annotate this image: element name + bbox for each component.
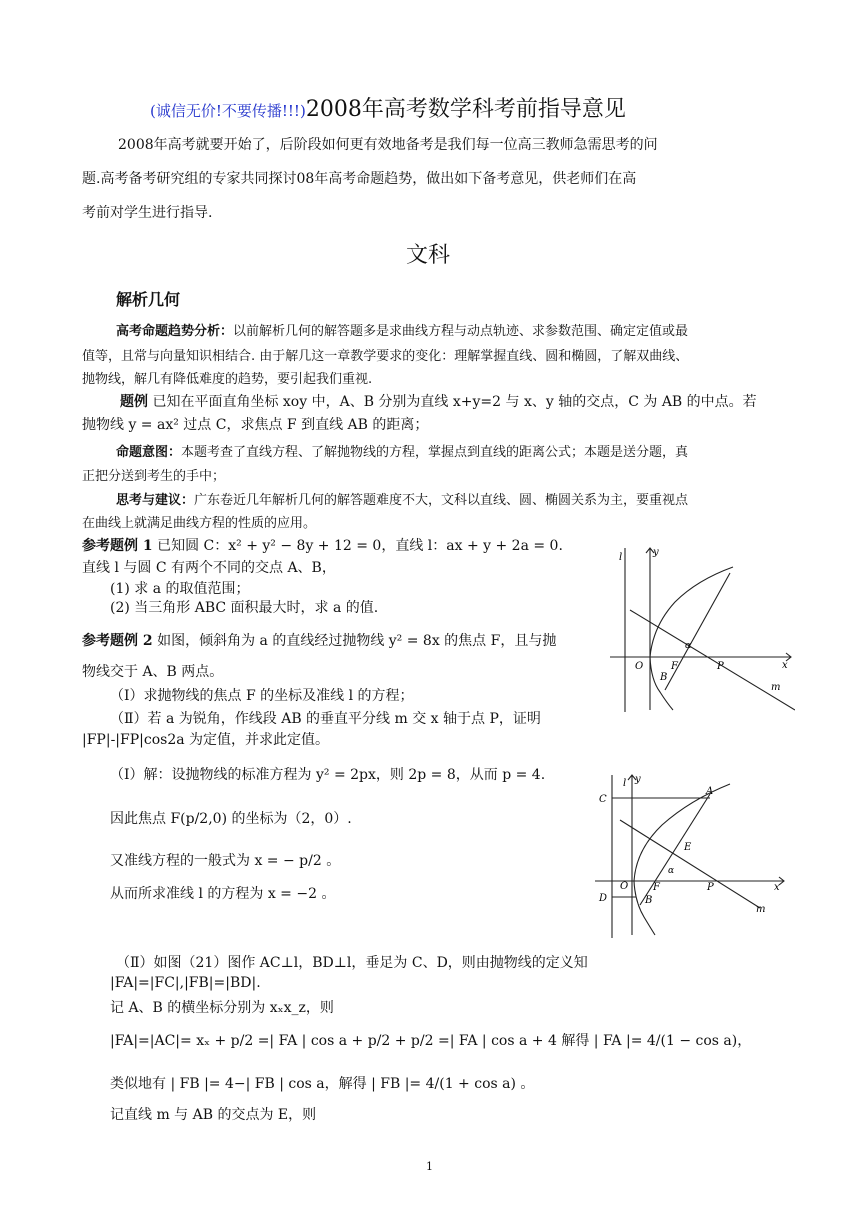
intent-label: 命题意图： <box>116 445 182 460</box>
intent-line-2: 正把分送到考生的手中； <box>82 469 226 484</box>
trend-label: 高考命题趋势分析： <box>116 324 234 339</box>
intent-line-1: 命题意图：本题考查了直线方程、了解抛物线的方程，掌握点到直线的距离公式；本题是送分题，真 <box>116 445 689 460</box>
solution-line-8: |FA|=|AC|= xₓ + p/2 =| FA | cos a + p/2 + p/2 =| FA | cos a + 4 解得 | FA |= 4/(1 − cos a)， <box>110 1033 752 1049</box>
bisector-m <box>630 610 795 710</box>
fig2-label-a: A <box>706 786 714 797</box>
title-line <box>150 92 626 123</box>
advice-line-1: 思考与建议：广东卷近几年解析几何的解答题难度不大，文科以直线、圆、椭圆关系为主，要重视点 <box>116 493 689 508</box>
ref2-question-1: （Ⅰ）求抛物线的焦点 F 的坐标及准线 l 的方程； <box>110 688 414 704</box>
ref1-line-2: 直线 l 与圆 C 有两个不同的交点 A、B， <box>82 560 336 576</box>
ref2-line-2: 物线交于 A、B 两点。 <box>82 664 224 680</box>
parabola-curve <box>650 567 733 710</box>
fig2-label-x: x <box>774 882 780 893</box>
advice-line-2: 在曲线上就满足曲线方程的性质的应用。 <box>82 516 317 531</box>
solution-line-2: 因此焦点 F(p/2,0) 的坐标为（2，0）. <box>110 811 352 827</box>
warning-text: (诚信无价!不要传播!!!) <box>150 102 306 120</box>
trend-line-1: 高考命题趋势分析：以前解析几何的解答题多是求曲线方程与动点轨迹、求参数范围、确定定值或最 <box>116 324 689 339</box>
ref2-line-1: 参考题例 2 如图，倾斜角为 a 的直线经过抛物线 y² = 8x 的焦点 F，且与抛 <box>82 633 557 649</box>
fig2-label-p: P <box>707 882 714 893</box>
fig1-label-p: P <box>717 661 724 672</box>
fig1-label-alpha: α <box>685 641 692 651</box>
fig2-label-m: m <box>756 904 766 915</box>
solution-line-4: 从而所求准线 l 的方程为 x = −2 。 <box>110 886 336 902</box>
ref2-question-2: （Ⅱ）若 a 为锐角，作线段 AB 的垂直平分线 m 交 x 轴于点 P，证明 <box>110 711 541 727</box>
fig2-label-b: B <box>645 895 653 906</box>
page-number: 1 <box>426 1160 433 1173</box>
trend-line-3: 抛物线，解几有降低难度的趋势，要引起我们重视. <box>82 372 373 387</box>
fig1-label-l: l <box>619 552 623 563</box>
figure-parabola-1 <box>605 540 795 715</box>
advice-label: 思考与建议： <box>116 493 195 508</box>
ref1-question-1: (1) 求 a 的取值范围； <box>110 581 250 597</box>
fig2-label-alpha: α <box>668 866 675 876</box>
fig2-label-e: E <box>684 842 692 853</box>
page-title: 2008年高考数学科考前指导意见 <box>305 97 626 122</box>
intro-line-2: 题.高考备考研究组的专家共同探讨08年高考命题趋势，做出如下备考意见，供老师们在高 <box>82 171 637 187</box>
solution-line-3: 又准线方程的一般式为 x = − p/2 。 <box>110 853 341 869</box>
solution-line-5: （Ⅱ）如图（21）图作 AC⊥l，BD⊥l，垂足为 C、D，则由抛物线的定义知 <box>116 955 588 971</box>
solution-line-10: 记直线 m 与 AB 的交点为 E，则 <box>110 1107 317 1123</box>
fig1-label-f: F <box>671 661 678 672</box>
chord-ab <box>665 573 730 690</box>
fig1-label-o: O <box>635 661 644 672</box>
example-line-2: 抛物线 y = ax² 过点 C，求焦点 F 到直线 AB 的距离； <box>82 417 429 433</box>
fig2-label-l: l <box>623 778 627 789</box>
example-line-1: 题例 已知在平面直角坐标 xoy 中，A、B 分别为直线 x+y=2 与 x、y 轴的交点，C 为 AB 的中点。若 <box>120 394 757 410</box>
subsection-title: 解析几何 <box>116 290 181 309</box>
chord-ab <box>640 794 710 905</box>
bisector-m <box>620 820 760 908</box>
fig2-label-c: C <box>599 794 607 805</box>
ref1-question-2: (2) 当三角形 ABC 面积最大时，求 a 的值. <box>110 600 379 616</box>
fig1-label-m: m <box>771 682 781 693</box>
fig2-label-y: y <box>635 774 641 785</box>
fig1-label-x: x <box>782 660 788 671</box>
ref1-label: 参考题例 1 <box>82 538 153 554</box>
solution-line-7: 记 A、B 的横坐标分别为 xₓx_z，则 <box>110 1000 334 1016</box>
ref1-line-1: 参考题例 1 已知圆 C：x² + y² − 8y + 12 = 0，直线 l：ax + y + 2a = 0. <box>82 538 563 554</box>
section-title: 文科 <box>406 243 451 268</box>
fig1-label-b: B <box>660 672 668 683</box>
ref2-label: 参考题例 2 <box>82 633 153 649</box>
fig1-label-y: y <box>653 547 659 558</box>
fig2-label-d: D <box>599 893 608 904</box>
intro-line-3: 考前对学生进行指导. <box>82 205 213 221</box>
fig2-label-o: O <box>620 881 629 892</box>
ref2-question-3: |FP|-|FP|cos2a 为定值，并求此定值。 <box>82 732 330 748</box>
solution-line-9: 类似地有 | FB |= 4−| FB | cos a，解得 | FB |= 4/(1 + cos a) 。 <box>110 1076 535 1092</box>
intro-line-1: 2008年高考就要开始了，后阶段如何更有效地备考是我们每一位高三教师急需思考的问 <box>118 137 658 153</box>
solution-line-1: （Ⅰ）解：设抛物线的标准方程为 y² = 2px，则 2p = 8，从而 p = 4. <box>110 767 546 783</box>
figure-parabola-2 <box>590 770 790 940</box>
example-label: 题例 <box>120 394 148 410</box>
fig2-label-f: F <box>653 882 660 893</box>
solution-line-6: |FA|=|FC|,|FB|=|BD|. <box>110 975 261 991</box>
trend-line-2: 值等，且常与向量知识相结合. 由于解几这一章教学要求的变化：理解掌握直线、圆和椭圆，了解双曲线、 <box>82 349 689 364</box>
